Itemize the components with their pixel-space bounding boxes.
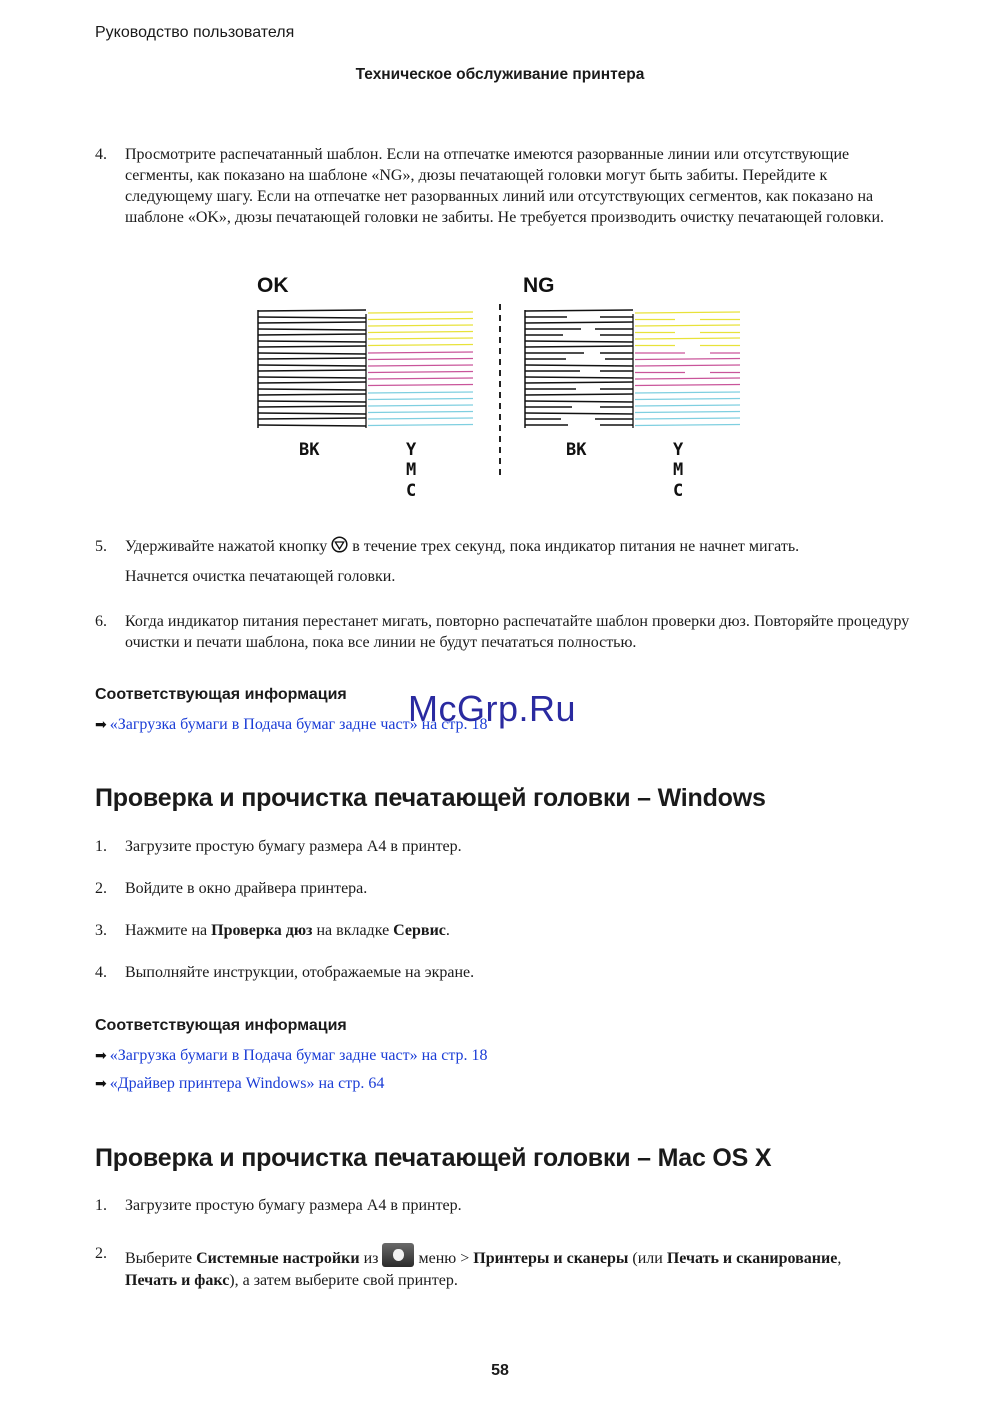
- link-text[interactable]: «Загрузка бумаги в Подача бумаг задне част» на стр. 18: [109, 1047, 488, 1064]
- step-number: 6.: [95, 613, 107, 630]
- link-text[interactable]: «Драйвер принтера Windows» на стр. 64: [109, 1075, 385, 1092]
- apple-menu-icon: [382, 1243, 414, 1267]
- mac-step-1: [95, 1195, 910, 1216]
- step-number: 4.: [95, 964, 107, 981]
- related-info-heading: Соответствующая информация: [95, 686, 347, 703]
- pattern-black-line: [258, 358, 366, 359]
- step-number: 3.: [95, 922, 107, 939]
- arrow-right-icon: ➡: [95, 1076, 107, 1092]
- step-number: 4.: [95, 146, 107, 163]
- section-title-windows: Проверка и прочистка печатающей головки – Windows: [95, 784, 766, 812]
- windows-step-4: [95, 962, 910, 983]
- pattern-color-line: [635, 405, 740, 406]
- pattern-color-line: [368, 405, 473, 406]
- pattern-black-line: [258, 353, 366, 354]
- pattern-color-line: [368, 385, 473, 386]
- pattern-color-line: [635, 385, 740, 386]
- pattern-black-line: [258, 310, 366, 311]
- link-text[interactable]: «Загрузка бумаги в Подача бумаг задне част» на стр. 18: [109, 716, 488, 733]
- pattern-black-line: [258, 413, 366, 414]
- pattern-color-line: [368, 325, 473, 326]
- step-text: Загрузите простую бумагу размера A4 в принтер.: [125, 1197, 462, 1214]
- pattern-color-line: [368, 392, 473, 393]
- mac-step-2: [95, 1243, 910, 1292]
- pattern-black-line: [258, 341, 366, 342]
- text-part: Выберите: [125, 1250, 197, 1267]
- step-text: Выполняйте инструкции, отображаемые на экране.: [125, 964, 475, 981]
- related-link[interactable]: [95, 1047, 488, 1065]
- pattern-black-line: [258, 406, 366, 407]
- arrow-right-icon: ➡: [95, 717, 107, 733]
- text-part: Нажмите на: [125, 922, 212, 939]
- step-text: Войдите в окно драйвера принтера.: [125, 880, 368, 897]
- pattern-black-line: [258, 370, 366, 371]
- arrow-right-icon: ➡: [95, 1048, 107, 1064]
- ng-y-label: Y: [673, 440, 684, 460]
- pattern-color-line: [368, 418, 473, 419]
- ok-y-label: Y: [406, 440, 417, 460]
- ng-label: NG: [523, 274, 555, 297]
- text-part: ,: [837, 1250, 842, 1267]
- pattern-color-line: [635, 399, 740, 400]
- pattern-color-line: [368, 372, 473, 373]
- step-text-after: в течение трех секунд, пока индикатор питания не начнет мигать.: [352, 538, 800, 555]
- step-number: 2.: [95, 880, 107, 897]
- pattern-black-line: [258, 389, 366, 390]
- ok-label: OK: [257, 274, 289, 297]
- ui-label-service-tab: Сервис: [393, 922, 446, 939]
- ok-bk-label: BK: [299, 440, 320, 460]
- ng-pattern: [525, 310, 740, 428]
- step-4: [95, 144, 910, 228]
- pattern-color-line: [368, 312, 473, 313]
- pattern-color-line: [635, 425, 740, 426]
- step-number: 5.: [95, 538, 107, 555]
- step-text: [125, 920, 910, 941]
- pattern-color-line: [368, 332, 473, 333]
- pattern-color-line: [368, 399, 473, 400]
- step-number: 1.: [95, 1197, 107, 1214]
- pattern-black-line: [258, 329, 366, 330]
- pattern-black-line: [525, 382, 633, 383]
- step-text: [125, 1243, 910, 1292]
- pattern-color-line: [635, 312, 740, 313]
- step-6: [95, 611, 910, 653]
- text-part: (или: [628, 1250, 667, 1267]
- ng-bk-label: BK: [566, 440, 587, 460]
- nozzle-check-figure: [250, 268, 750, 503]
- step-text: Когда индикатор питания перестанет мигать, повторно распечатайте шаблон проверки дюз. Повторяйте процедуру очистки и печати шаблона, пока все линии не будут печататься полностью.: [125, 613, 910, 651]
- step-text: [125, 536, 910, 557]
- pattern-black-line: [258, 365, 366, 366]
- pattern-black-line: [525, 346, 633, 347]
- pattern-color-line: [635, 418, 740, 419]
- windows-step-3: [95, 920, 910, 941]
- ui-label-printers-scanners: Принтеры и сканеры: [473, 1250, 629, 1267]
- pattern-color-line: [635, 392, 740, 393]
- text-part: меню >: [414, 1250, 474, 1267]
- windows-step-2: [95, 878, 910, 899]
- pattern-black-line: [258, 346, 366, 347]
- pattern-black-line: [258, 401, 366, 402]
- ok-c-label: C: [406, 481, 417, 501]
- pattern-black-line: [258, 334, 366, 335]
- pattern-black-line: [258, 425, 366, 426]
- pattern-color-line: [635, 359, 740, 360]
- pattern-color-line: [635, 412, 740, 413]
- step-text: Загрузите простую бумагу размера A4 в принтер.: [125, 838, 462, 855]
- pattern-black-line: [525, 322, 633, 323]
- pattern-black-line: [258, 418, 366, 419]
- text-part: ), а затем выберите свой принтер.: [229, 1272, 458, 1289]
- pattern-color-line: [368, 425, 473, 426]
- pattern-black-line: [525, 413, 633, 414]
- pattern-black-line: [525, 310, 633, 311]
- text-part: из: [359, 1250, 383, 1267]
- pattern-color-line: [368, 352, 473, 353]
- section-title-mac: Проверка и прочистка печатающей головки – Mac OS X: [95, 1144, 772, 1172]
- text-part: на вкладке: [312, 922, 394, 939]
- text-part: .: [445, 922, 450, 939]
- pattern-color-line: [368, 378, 473, 379]
- ui-label-print-scan: Печать и сканирование: [666, 1250, 838, 1267]
- step-5-note: Начнется очистка печатающей головки.: [125, 568, 396, 585]
- page-number: 58: [491, 1362, 509, 1379]
- pattern-color-line: [368, 319, 473, 320]
- pattern-black-line: [258, 382, 366, 383]
- stop-reset-icon: [331, 536, 348, 553]
- pattern-color-line: [635, 365, 740, 366]
- ng-c-label: C: [673, 481, 684, 501]
- pattern-color-line: [368, 412, 473, 413]
- related-link[interactable]: [95, 1075, 384, 1093]
- chapter-title: Техническое обслуживание принтера: [355, 66, 645, 83]
- ng-m-label: M: [673, 460, 684, 480]
- step-text-before: Удерживайте нажатой кнопку: [125, 538, 328, 555]
- pattern-black-line: [258, 394, 366, 395]
- watermark-text: McGrp.Ru: [408, 688, 577, 729]
- ui-label-print-fax: Печать и факс: [125, 1272, 230, 1289]
- pattern-color-line: [635, 378, 740, 379]
- ui-label-nozzle-check: Проверка дюз: [211, 922, 313, 939]
- pattern-black-line: [525, 365, 633, 366]
- pattern-color-line: [368, 338, 473, 339]
- related-info-heading: Соответствующая информация: [95, 1017, 347, 1034]
- windows-step-1: [95, 836, 910, 857]
- pattern-black-line: [258, 317, 366, 318]
- step-number: 1.: [95, 838, 107, 855]
- pattern-color-line: [368, 359, 473, 360]
- pattern-black-line: [258, 377, 366, 378]
- running-header: Руководство пользователя: [95, 24, 295, 41]
- step-text: Просмотрите распечатанный шаблон. Если на отпечатке имеются разорванные линии или отсутствующие сегменты, как показано на шаблоне «NG», дюзы печатающей головки могут быть забиты. Перейдите к следующему шагу. Если на отпечатке нет разорванных линий или отсутствующих сегментов, как показано на шаблоне «OK», дюзы печатающей головки не забиты. Не требуется производить очистку печатающей головки.: [125, 146, 884, 226]
- pattern-black-line: [525, 341, 633, 342]
- pattern-black-line: [525, 401, 633, 402]
- step-number: 2.: [95, 1245, 107, 1262]
- pattern-color-line: [635, 338, 740, 339]
- step-5: [95, 536, 910, 557]
- ok-pattern: [258, 310, 473, 428]
- ui-label-system-preferences: Системные настройки: [196, 1250, 360, 1267]
- pattern-color-line: [635, 325, 740, 326]
- ok-m-label: M: [406, 460, 417, 480]
- pattern-color-line: [368, 365, 473, 366]
- pattern-black-line: [258, 322, 366, 323]
- pattern-black-line: [525, 394, 633, 395]
- pattern-black-line: [525, 377, 633, 378]
- pattern-color-line: [368, 345, 473, 346]
